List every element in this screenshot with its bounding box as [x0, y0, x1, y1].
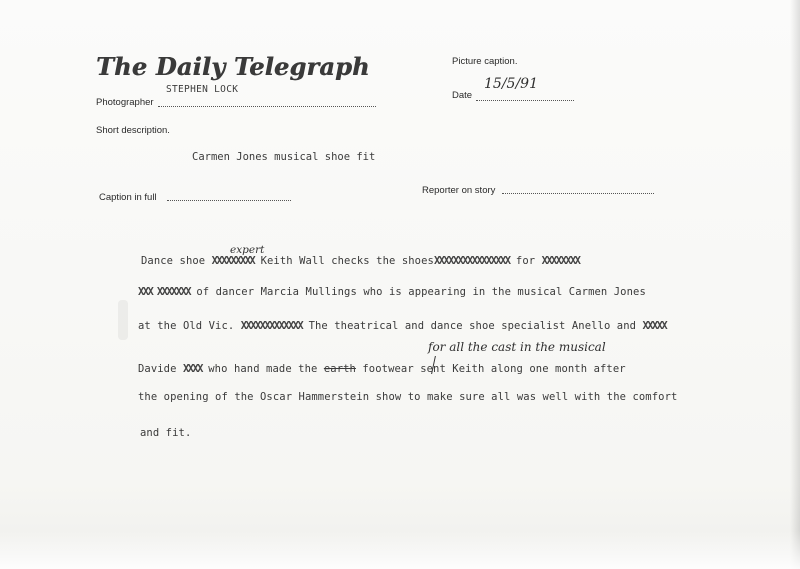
short-description-value: Carmen Jones musical shoe fit: [192, 151, 376, 163]
photographer-dotted-line: [158, 106, 376, 107]
paper-edge-shadow: [790, 0, 800, 569]
caption-text: The theatrical and dance shoe specialist Anello and: [308, 320, 637, 332]
caption-line-3: [138, 320, 666, 332]
handwritten-insert-cast: for all the cast in the musical: [428, 340, 606, 354]
caption-in-full-dotted-line: [167, 200, 291, 201]
caption-line-1: [141, 255, 579, 267]
caption-text: sent Keith along one month after: [420, 363, 626, 375]
short-description-label: Short description.: [96, 125, 170, 136]
caption-line-5: the opening of the Oscar Hammerstein show to make sure all was well with the comfort: [138, 391, 678, 403]
caption-text: footwear: [362, 363, 414, 375]
photographer-value: STEPHEN LOCK: [166, 84, 239, 95]
caption-text: for: [515, 255, 536, 267]
photographer-label: Photographer: [96, 97, 154, 108]
caption-text: who hand made the: [208, 363, 318, 375]
struck-out-text: XXXX: [182, 363, 202, 375]
caption-line-6: and fit.: [140, 427, 192, 439]
masthead-logo: The Daily Telegraph: [96, 52, 370, 81]
struck-out-text: XXXXXXXXX: [211, 255, 255, 267]
reporter-dotted-line: [502, 193, 654, 194]
caption-text: Keith Wall checks the shoes: [260, 255, 434, 267]
paper-smudge: [118, 300, 128, 340]
date-dotted-line: [476, 100, 574, 101]
struck-out-text: earth: [323, 363, 356, 375]
caption-text: at the Old Vic.: [138, 320, 235, 332]
date-value: 15/5/91: [484, 76, 538, 92]
reporter-label: Reporter on story: [422, 185, 496, 196]
struck-out-text: XXXXXXXXXXXXXXXX: [433, 255, 510, 267]
struck-out-text: XXX XXXXXXX: [138, 286, 190, 298]
handwritten-insert-expert: expert: [230, 244, 265, 256]
struck-out-text: XXXXX: [642, 320, 667, 332]
caption-text: of dancer Marcia Mullings who is appearing in the musical Carmen Jones: [196, 286, 646, 298]
struck-out-text: XXXXXXXX: [541, 255, 580, 267]
caption-text: Dance shoe: [141, 255, 206, 267]
date-label: Date: [452, 90, 473, 101]
struck-out-text: XXXXXXXXXXXXX: [240, 320, 303, 332]
caption-in-full-label: Caption in full: [99, 192, 157, 203]
caption-line-2: [138, 286, 646, 298]
caption-text: Davide: [138, 363, 177, 375]
caption-line-4: [138, 363, 626, 375]
picture-caption-label: Picture caption.: [452, 56, 518, 67]
paper-bottom-fade: [0, 531, 800, 569]
